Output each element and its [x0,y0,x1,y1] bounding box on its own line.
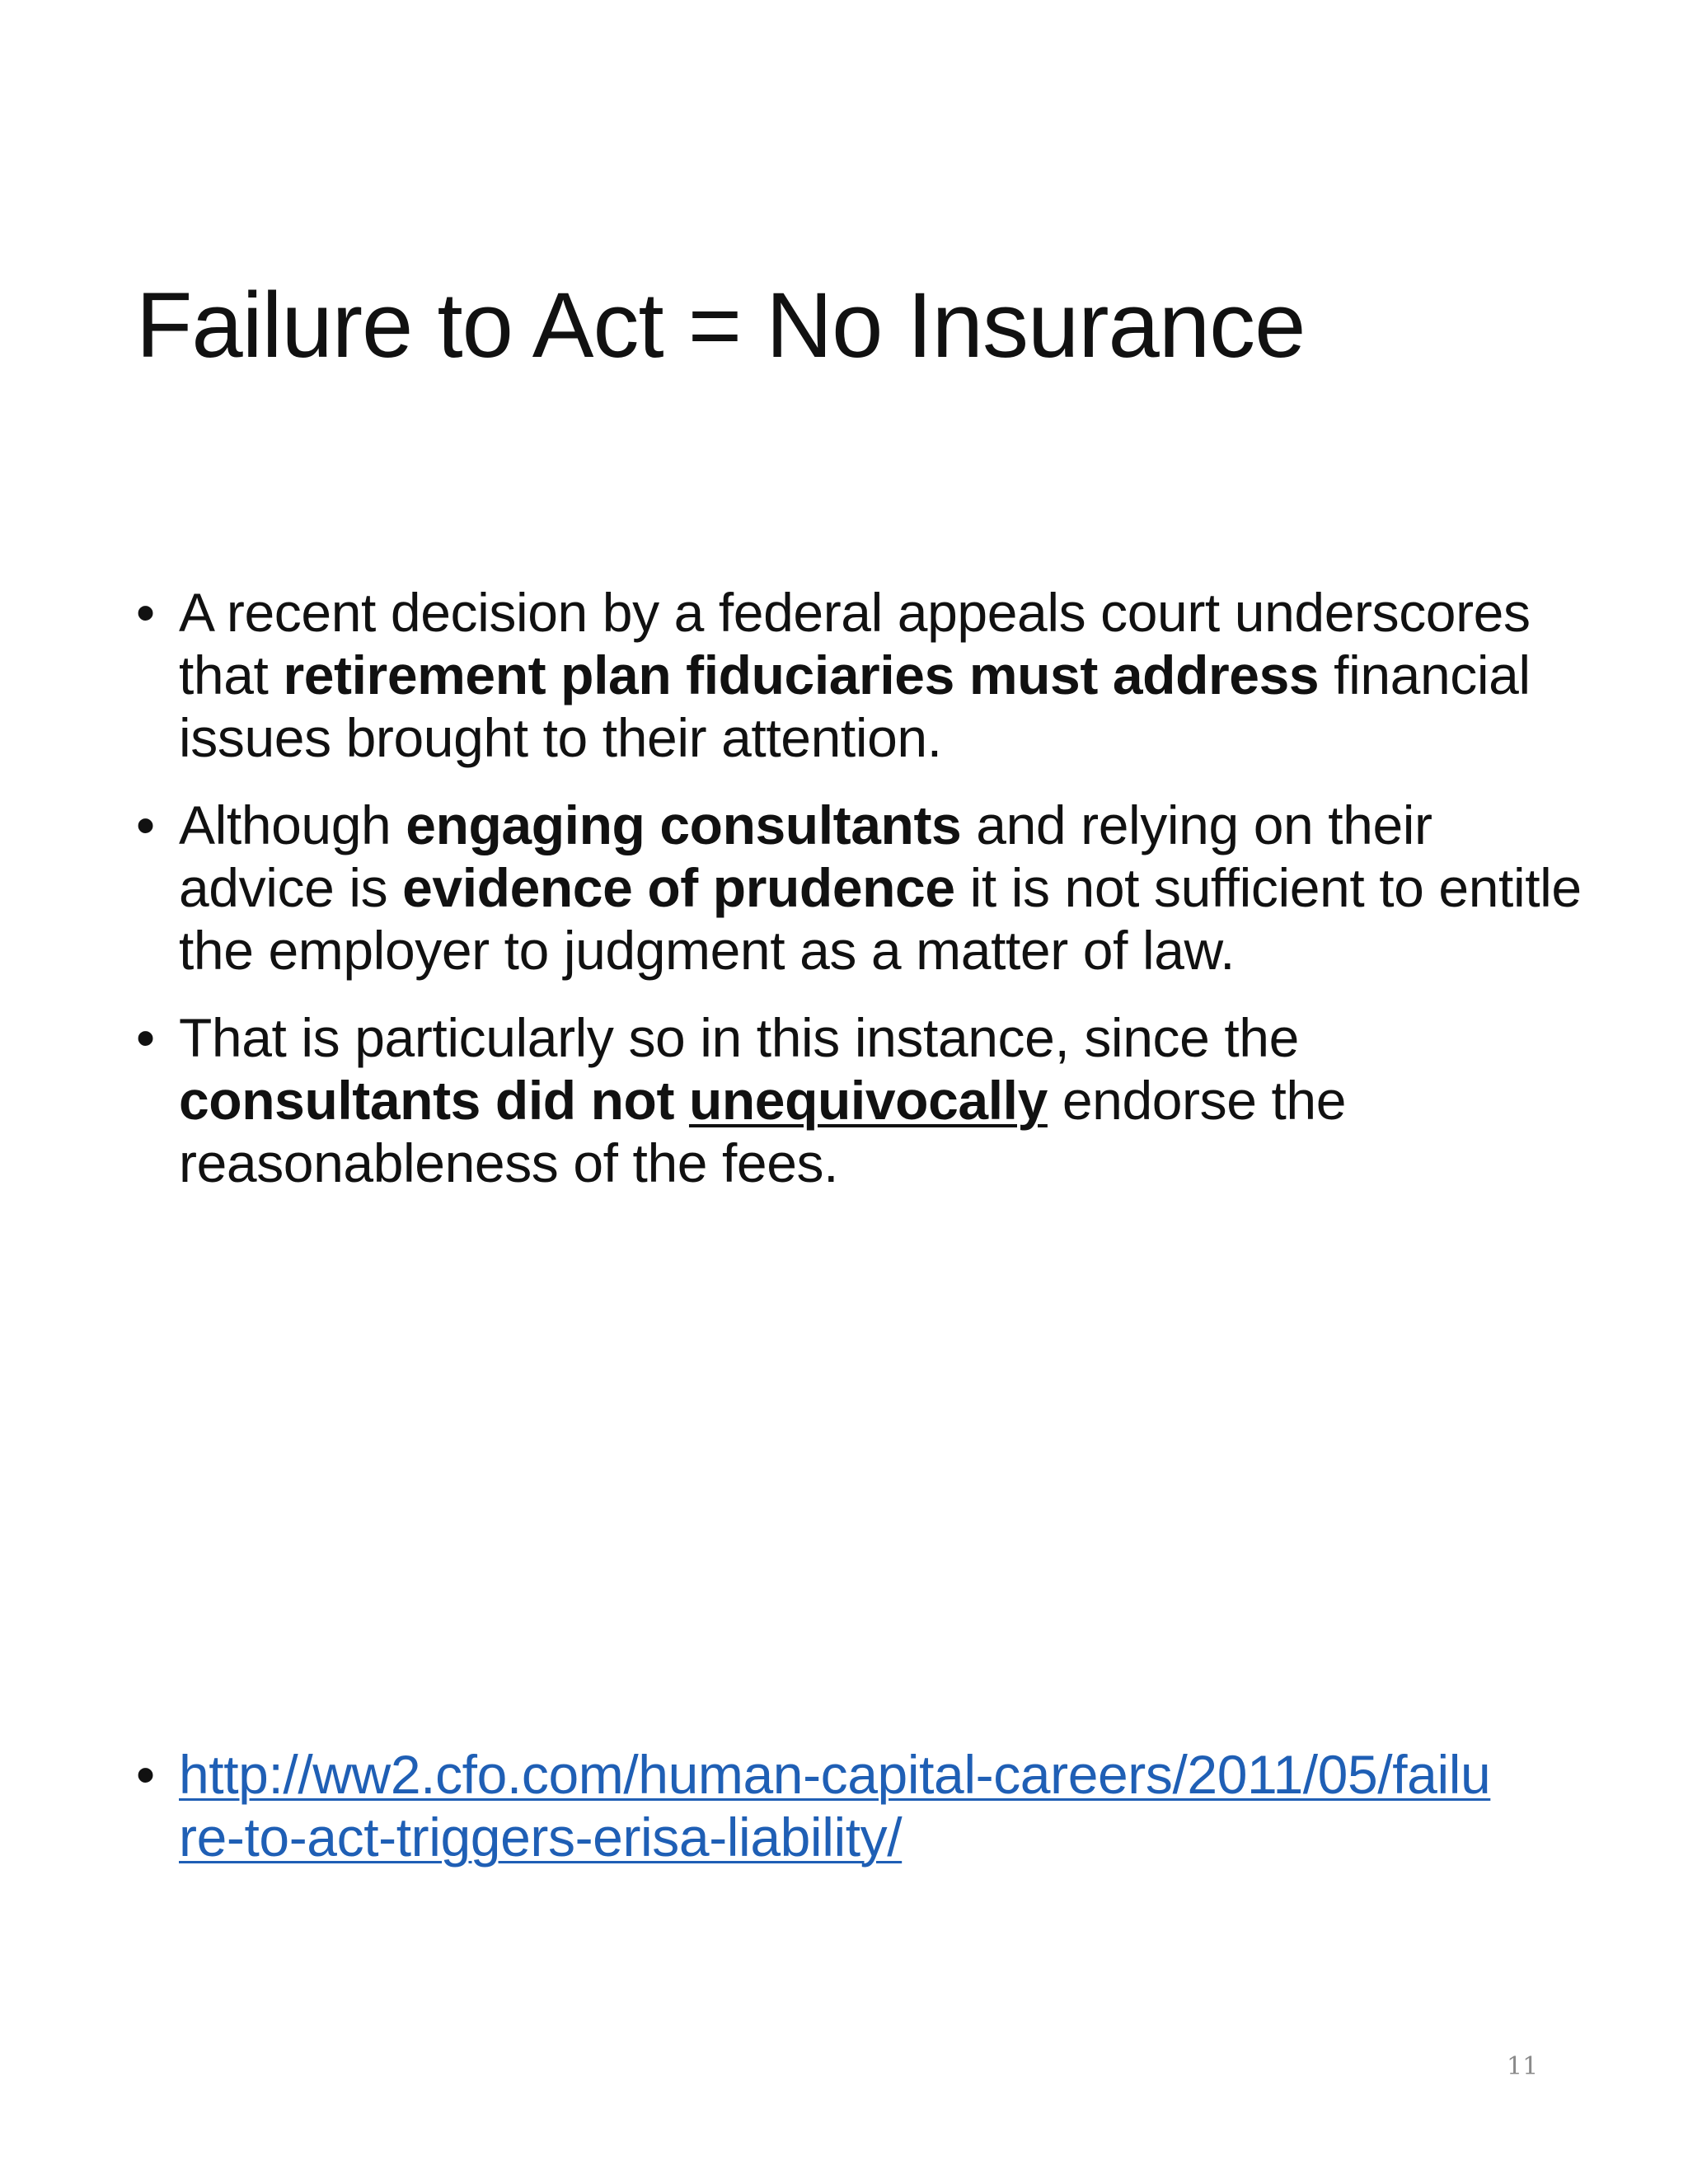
bullet-3-text-end: endorse the reasonableness of the fees. [179,1070,1347,1193]
slide-title: Failure to Act = No Insurance [136,274,1306,377]
bullet-1-text: A recent decision by a federal appeals court underscores that [179,582,1531,705]
reference-link[interactable]: http://ww2.cfo.com/human-capital-careers/2011/05/failure-to-act-triggers-erisa-liability/ [179,1744,1491,1868]
bullet-list [136,581,1587,1219]
bullet-3-underlined-emphasis: unequivocally [688,1070,1048,1131]
bullet-2-emphasis-prudence: evidence of prudence [402,857,955,918]
bullet-3-text-start: That is particularly so in this instance, since the [179,1007,1299,1068]
bullet-2-text-end: it is not sufficient to entitle the employer to judgment as a matter of law. [179,857,1582,981]
bullet-1-emphasis: retirement plan fiduciaries must address [283,644,1320,705]
bullet-3-emphasis: consultants did not [179,1070,689,1131]
page-number: 11 [1507,2052,1539,2081]
reference-list [136,1743,1587,1868]
bullet-1-text-end: financial issues brought to their attention. [179,644,1531,768]
bullet-item-3 [136,1006,1587,1194]
bullet-2-text-start: Although [179,794,406,855]
bullet-item-1 [136,581,1587,769]
bullet-2-emphasis-consultants: engaging consultants [406,794,962,855]
bullet-2-text-middle: and relying on their advice is [179,794,1432,918]
reference-item [136,1743,1587,1868]
bullet-item-2 [136,794,1587,982]
